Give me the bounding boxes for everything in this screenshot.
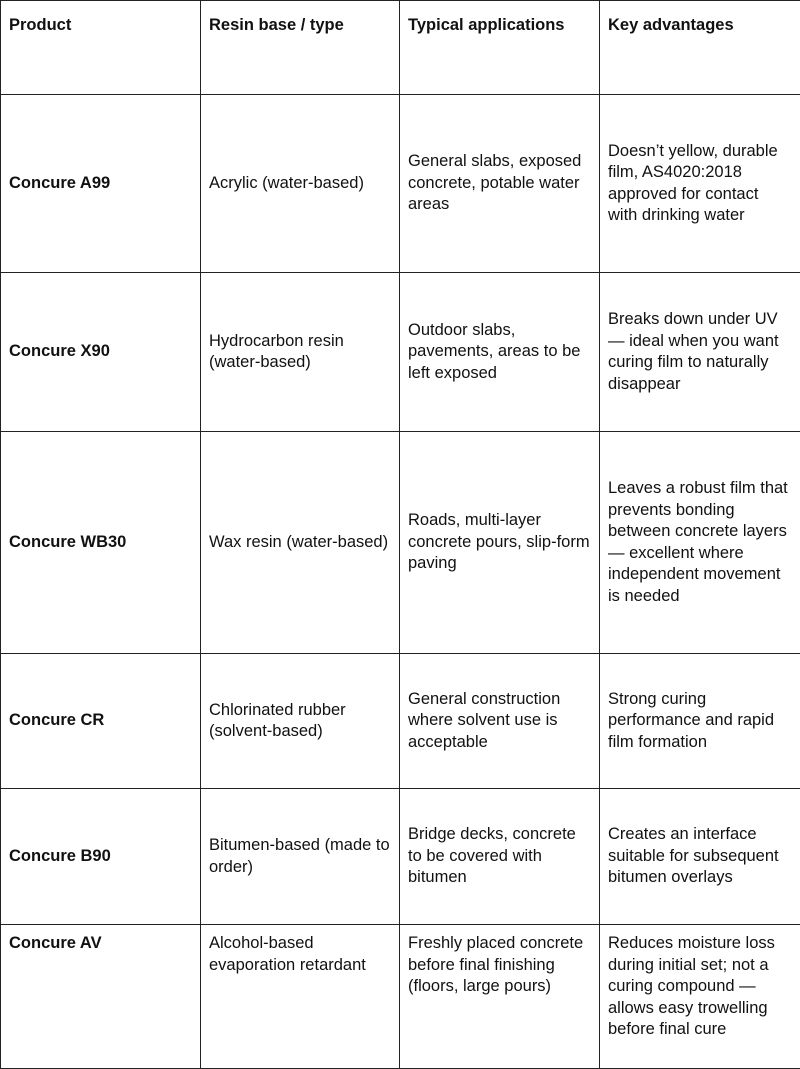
header-typical-applications: Typical applications [400,1,600,95]
applications: Outdoor slabs, pavements, areas to be left exposed [400,273,600,432]
table-row [1,95,800,273]
advantages: Leaves a robust film that prevents bonding between concrete layers — excellent where independent movement is needed [600,432,800,654]
header-product: Product [1,1,201,95]
applications: General slabs, exposed concrete, potable water areas [400,95,600,273]
applications: Freshly placed concrete before final finishing (floors, large pours) [400,925,600,1069]
applications: Bridge decks, concrete to be covered with bitumen [400,789,600,925]
product-name: Concure A99 [1,95,201,273]
header-resin-base: Resin base / type [201,1,400,95]
product-name: Concure CR [1,654,201,789]
resin-type: Wax resin (water-based) [201,432,400,654]
advantages: Breaks down under UV — ideal when you want curing film to naturally disappear [600,273,800,432]
advantages: Doesn’t yellow, durable film, AS4020:2018 approved for contact with drinking water [600,95,800,273]
table-row [1,789,800,925]
product-name: Concure X90 [1,273,201,432]
resin-type: Acrylic (water-based) [201,95,400,273]
resin-type: Alcohol-based evaporation retardant [201,925,400,1069]
applications: General construction where solvent use is acceptable [400,654,600,789]
header-key-advantages: Key advantages [600,1,800,95]
table-row [1,432,800,654]
header-row [1,1,800,95]
table-row [1,654,800,789]
advantages: Reduces moisture loss during initial set; not a curing compound —allows easy trowelling before final cure [600,925,800,1069]
resin-type: Bitumen-based (made to order) [201,789,400,925]
table-row [1,925,800,1069]
advantages: Creates an interface suitable for subsequent bitumen overlays [600,789,800,925]
advantages: Strong curing performance and rapid film formation [600,654,800,789]
product-name: Concure AV [1,925,201,1069]
resin-type: Chlorinated rubber (solvent-based) [201,654,400,789]
resin-type: Hydrocarbon resin (water-based) [201,273,400,432]
product-name: Concure B90 [1,789,201,925]
table-row [1,273,800,432]
applications: Roads, multi-layer concrete pours, slip-form paving [400,432,600,654]
product-name: Concure WB30 [1,432,201,654]
